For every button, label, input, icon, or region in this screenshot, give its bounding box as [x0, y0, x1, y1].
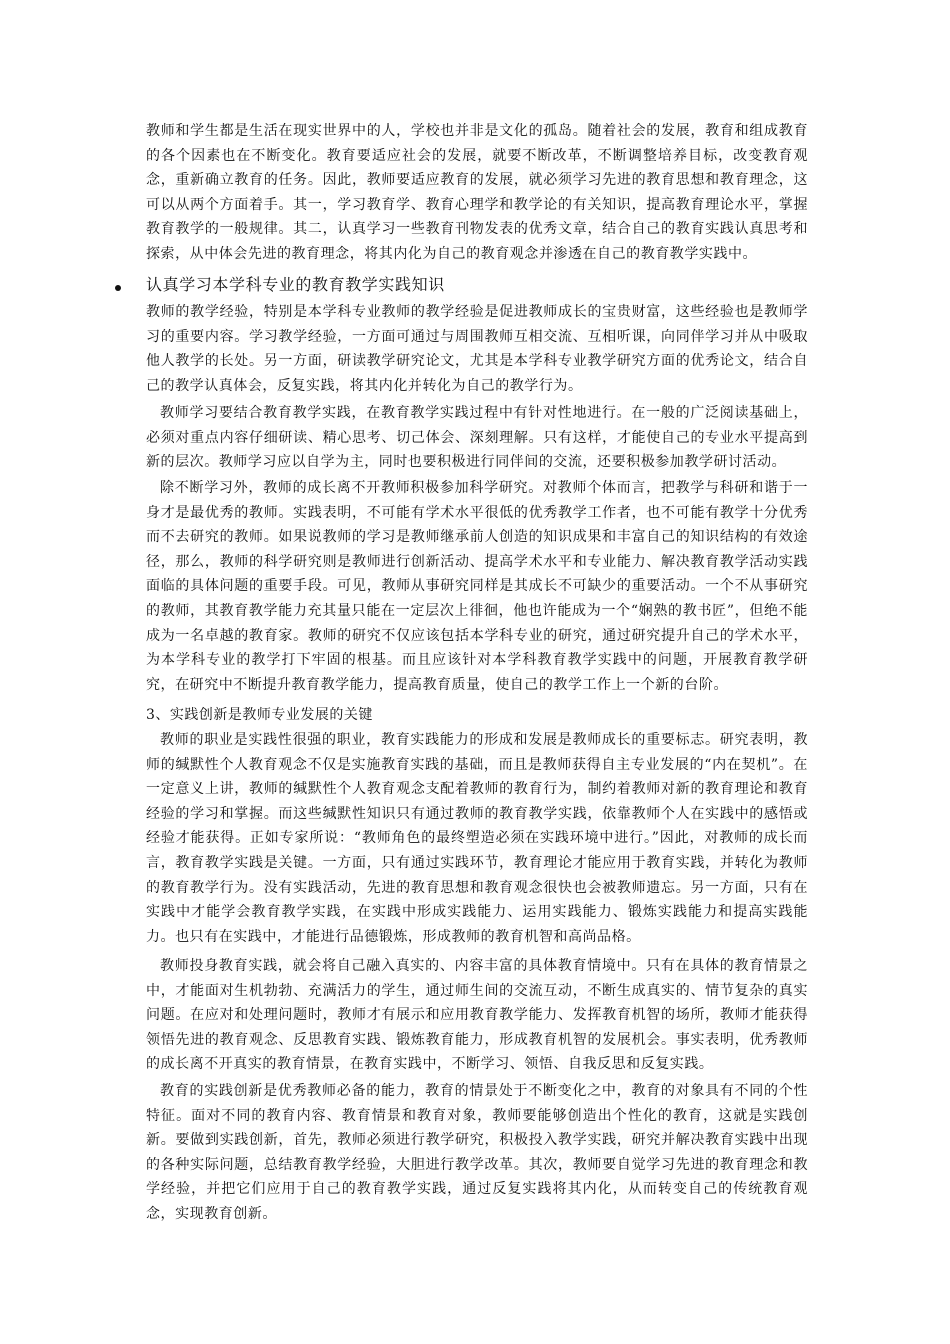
paragraph-3-block [146, 401, 808, 475]
bullet-icon [115, 285, 121, 291]
paragraph-2-block [146, 300, 808, 398]
paragraph-1: 教师和学生都是生活在现实世界中的人，学校也并非是文化的孤岛。随着社会的发展，教育和组成教育的各个因素也在不断变化。教育要适应社会的发展，就要不断改革，不断调整培养目标，改变教育观念，重新确立教育的任务。因此，教师要适应教育的发展，就必须学习先进的教育思想和教育理念，这可以从两个方面着手。其一，学习教育学、教育心理学和教学论的有关知识，提高教育理论水平，掌握教育教学的一般规律。其二，认真学习一些教育刊物发表的优秀文章，结合自己的教育实践认真思考和探索，从中体会先进的教育理念，将其内化为自己的教育观念并渗透在自己的教育教学实践中。 [146, 123, 808, 262]
section-3-title: 3、实践创新是教师专业发展的关键 [146, 707, 373, 723]
paragraph-7-block [146, 1079, 808, 1227]
paragraph-4: 除不断学习外，教师的成长离不开教师积极参加科学研究。对教师个体而言，把教学与科研和谐于一身才是最优秀的教师。实践表明，不可能有学术水平很低的优秀教学工作者，也不可能有教学十分优秀而不去研究的教师。如果说教师的学习是教师继承前人创造的知识成果和丰富自己的知识结构的有效途径，那么，教师的科学研究则是教师进行创新活动、提高学术水平和专业能力、解决教育教学活动实践面临的具体问题的重要手段。可见，教师从事研究同样是其成长不可缺少的重要活动。一个不从事研究的教师，其教育教学能力充其量只能在一定层次上徘徊，他也许能成为一个“娴熟的教书匠”，但绝不能成为一名卓越的教育家。教师的研究不仅应该包括本学科专业的研究，通过研究提升自己的学术水平，为本学科专业的教学打下牢固的根基。而且应该针对本学科教育教学实践中的问题，开展教育教学研究，在研究中不断提升教育教学能力，提高教育质量，使自己的教学工作上一个新的台阶。 [146, 480, 808, 693]
paragraph-5-block [146, 728, 808, 949]
paragraph-4-block [146, 476, 808, 697]
paragraph-5: 教师的职业是实践性很强的职业，教育实践能力的形成和发展是教师成长的重要标志。研究表明，教师的缄默性个人教育观念不仅是实施教育实践的基础，而且是教师获得自主专业发展的“内在契机”。在一定意义上讲，教师的缄默性个人教育观念支配着教师的教育行为，制约着教师对新的教育理论和教育经验的学习和掌握。而这些缄默性知识只有通过教师的教育教学实践，依靠教师个人在实践中的感悟或经验才能获得。正如专家所说：“教师角色的最终塑造必须在实践环境中进行。”因此，对教师的成长而言，教育教学实践是关键。一方面，只有通过实践环节，教育理论才能应用于教育实践，并转化为教师的教育教学行为。没有实践活动，先进的教育思想和教育观念很快也会被教师遗忘。另一方面，只有在实践中才能学会教育教学实践，在实践中形成实践能力、运用实践能力、锻炼实践能力和提高实践能力。也只有在实践中，才能进行品德锻炼，形成教师的教育机智和高尚品格。 [146, 732, 808, 945]
paragraph-2: 教师的教学经验，特别是本学科专业教师的教学经验是促进教师成长的宝贵财富，这些经验也是教师学习的重要内容。学习教学经验，一方面可通过与周围教师互相交流、互相听课，向同伴学习并从中吸取他人教学的长处。另一方面，研读教学研究论文，尤其是本学科专业教学研究方面的优秀论文，结合自己的教学认真体会，反复实践，将其内化并转化为自己的教学行为。 [146, 304, 808, 394]
paragraph-1-block [146, 119, 808, 267]
bullet-heading: 认真学习本学科专业的教育教学实践知识 [146, 275, 445, 294]
paragraph-6-block [146, 954, 808, 1077]
paragraph-7: 教育的实践创新是优秀教师必备的能力，教育的情景处于不断变化之中，教育的对象具有不同的个性特征。面对不同的教育内容、教育情景和教育对象，教师要能够创造出个性化的教育，这就是实践创新。要做到实践创新，首先，教师必须进行教学研究，积极投入教学实践，研究并解决教育实践中出现的各种实际问题，总结教育教学经验，大胆进行教学改革。其次，教师要自觉学习先进的教育理念和教学经验，并把它们应用于自己的教育教学实践，通过反复实践将其内化，从而转变自己的传统教育观念，实现教育创新。 [146, 1083, 808, 1222]
paragraph-3: 教师学习要结合教育教学实践，在教育教学实践过程中有针对性地进行。在一般的广泛阅读基础上，必须对重点内容仔细研读、精心思考、切己体会、深刻理解。只有这样，才能使自己的专业水平提高到新的层次。教师学习应以自学为主，同时也要积极进行同伴间的交流，还要积极参加教学研讨活动。 [146, 405, 808, 471]
paragraph-6: 教师投身教育实践，就会将自己融入真实的、内容丰富的具体教育情境中。只有在具体的教育情景之中，才能面对生机勃勃、充满活力的学生，通过师生间的交流互动，不断生成真实的、情节复杂的真实问题。在应对和处理问题时，教师才有展示和应用教育教学能力、发挥教育机智的场所，教师才能获得领悟先进的教育观念、反思教育实践、锻炼教育能力，形成教育机智的发展机会。事实表明，优秀教师的成长离不开真实的教育情景，在教育实践中，不断学习、领悟、自我反思和反复实践。 [146, 958, 808, 1073]
